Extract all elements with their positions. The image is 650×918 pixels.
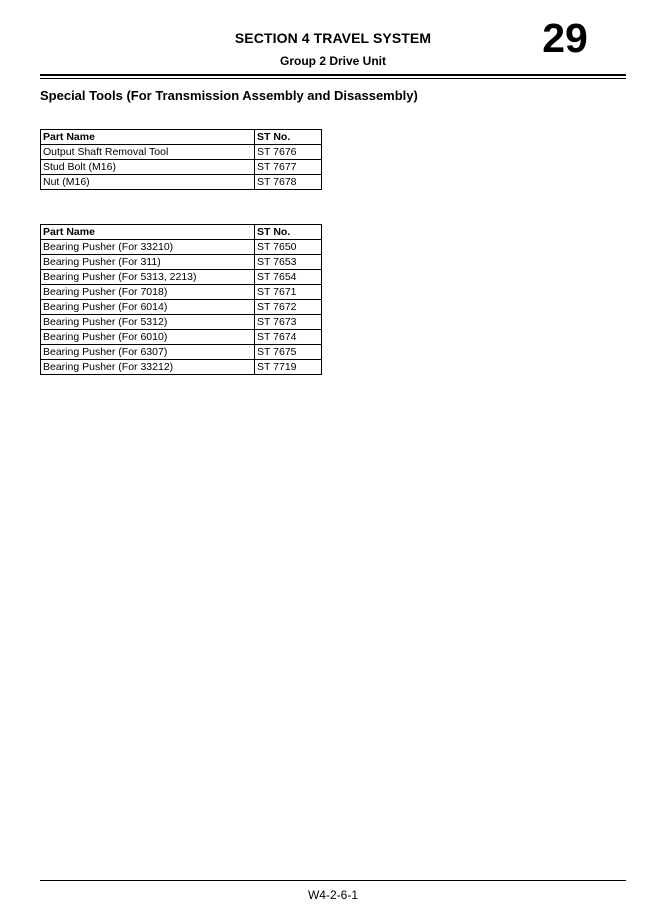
column-header-st-no: ST No. <box>255 130 322 145</box>
footer-rule <box>40 880 626 881</box>
table-row <box>41 315 322 330</box>
page-number: 29 <box>542 15 588 61</box>
st-no-cell: ST 7650 <box>255 240 322 255</box>
part-name-cell: Bearing Pusher (For 5312) <box>41 315 255 330</box>
part-name-cell: Output Shaft Removal Tool <box>41 145 255 160</box>
part-name-cell: Stud Bolt (M16) <box>41 160 255 175</box>
st-no-cell: ST 7672 <box>255 300 322 315</box>
part-name-cell: Bearing Pusher (For 33212) <box>41 360 255 375</box>
page-subheading: Special Tools (For Transmission Assembly and Disassembly) <box>40 88 418 103</box>
table-row <box>41 240 322 255</box>
column-header-st-no: ST No. <box>255 225 322 240</box>
table-header-row <box>41 130 322 145</box>
table-row <box>41 330 322 345</box>
st-no-cell: ST 7674 <box>255 330 322 345</box>
table-row <box>41 175 322 190</box>
st-no-cell: ST 7678 <box>255 175 322 190</box>
table-row <box>41 145 322 160</box>
part-name-cell: Bearing Pusher (For 6014) <box>41 300 255 315</box>
column-header-part-name: Part Name <box>41 130 255 145</box>
st-no-cell: ST 7675 <box>255 345 322 360</box>
st-no-cell: ST 7671 <box>255 285 322 300</box>
table-row <box>41 285 322 300</box>
part-name-cell: Bearing Pusher (For 6010) <box>41 330 255 345</box>
part-name-cell: Bearing Pusher (For 5313, 2213) <box>41 270 255 285</box>
footer-page-code: W4-2-6-1 <box>307 888 358 902</box>
table-row <box>41 160 322 175</box>
header-rule-thin <box>40 78 626 79</box>
part-name-cell: Nut (M16) <box>41 175 255 190</box>
column-header-part-name: Part Name <box>41 225 255 240</box>
table-row <box>41 300 322 315</box>
special-tools-table-bearing-pushers <box>40 224 322 375</box>
table-row <box>41 360 322 375</box>
part-name-cell: Bearing Pusher (For 311) <box>41 255 255 270</box>
header-rule-thick <box>40 74 626 76</box>
special-tools-table-shaft <box>40 129 322 190</box>
part-name-cell: Bearing Pusher (For 7018) <box>41 285 255 300</box>
part-name-cell: Bearing Pusher (For 33210) <box>41 240 255 255</box>
table-row <box>41 270 322 285</box>
st-no-cell: ST 7654 <box>255 270 322 285</box>
table-header-row <box>41 225 322 240</box>
st-no-cell: ST 7719 <box>255 360 322 375</box>
st-no-cell: ST 7673 <box>255 315 322 330</box>
st-no-cell: ST 7653 <box>255 255 322 270</box>
table-row <box>41 345 322 360</box>
group-title: Group 2 Drive Unit <box>279 54 386 68</box>
table-row <box>41 255 322 270</box>
st-no-cell: ST 7676 <box>255 145 322 160</box>
st-no-cell: ST 7677 <box>255 160 322 175</box>
part-name-cell: Bearing Pusher (For 6307) <box>41 345 255 360</box>
section-title: SECTION 4 TRAVEL SYSTEM <box>234 30 432 46</box>
